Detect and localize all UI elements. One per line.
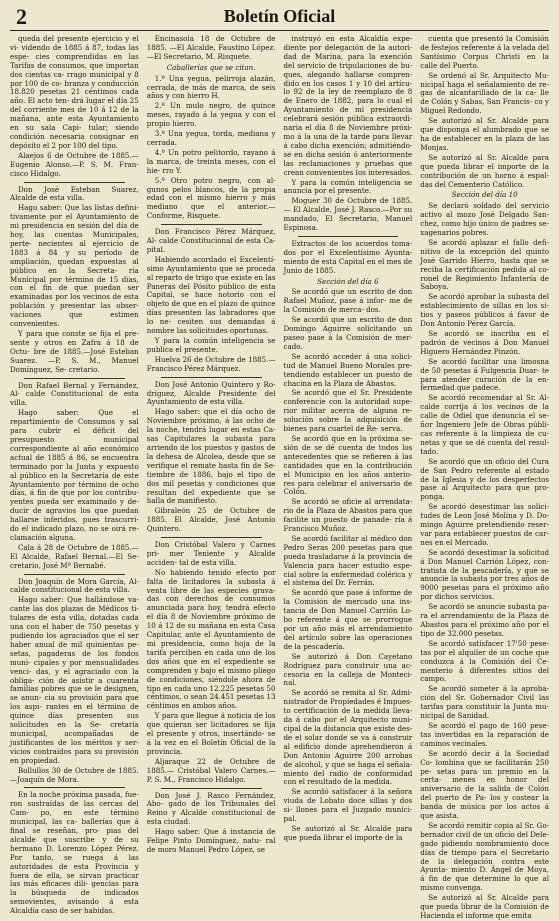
article-paragraph: Se autorizó al Sr. Alcalde para que pueda librar de la Comisión de Hacienda el informe que emita xyxy=(420,893,549,920)
section-divider xyxy=(161,377,262,378)
article-paragraph: En la noche próxima pasada, fue- ron sustraídas de las cercas del Cam- po, en este término municipal, las ca- ballerías que á final se reseñan, pro- pias del alcalde que suscribe y de su hermano D. Lorenzo López Pérez. Por tanto, se ruega á las autoridades de esta Provincia y fuera de ella, se sirvan practicar las más eficaces dili- gencias para la búsqueda de indicados semovientes, avisando á esta Alcaldía caso de ser habidas. xyxy=(10,790,139,916)
article-paragraph: Se acordó facilitar una limosna de 50 pesetas á Fulgencia Duar- te para atender curación de la en- fermedad que padece. xyxy=(420,356,549,393)
article-paragraph: Don Joaquín de Mora García, Al- calde constitucional de esta villa. xyxy=(10,576,139,595)
article-paragraph: Se ordenó al Sr. Arquitecto Mu- nicipal haga el señalamiento de re- gas de alcantarillado de la ca- lle de Colón y Sabas, San Francis- co y Miguel Redondo. xyxy=(420,70,549,116)
article-paragraph: Hago saber: Que el repartimiento de Consumos y sal para cubrir el déficit del presupuesto municipal correspondiente al año económico actual de 1885 á 86, se encuentra terminado por la Junta y expuesto al público en la Secretaría de este Ayuntamiento por término de ocho días, á fin de que por los contribu- yentes pueda ser examinado y de- ducir de agravios los que puedan hallarse inferidos, pues trascurri- do el indicado plazo, no se oirá re- clamación alguna. xyxy=(10,408,139,542)
page-number: 2 xyxy=(16,4,27,29)
article-paragraph: Se acordó se anuncie subasta pa- ra el arrendamiento de la Plaza de Abastos para el próximo año por el tipo de 32.000 pesetas. xyxy=(420,602,549,638)
article-paragraph: Se acordó aprobar la subasta del establecimiento de sillas en los si- tios y paseos públicos á favor de Don Antonio Pérez García. xyxy=(420,292,549,329)
column-2 xyxy=(146,34,276,854)
article-paragraph: Se autorizó al Sr. Alcalde para que pueda librar el importe de la xyxy=(283,823,413,842)
article-paragraph: 4.º Un potro pelitordo, rayano á la marca, de treinta meses, con el hie- rro Y. xyxy=(146,147,276,175)
article-paragraph: Se acordó que pase á informe de la Comisión de mercado una ins- tancia de Don Manuel Carrión Lo- bo referente á que se prorrogue por un año más el arrendamiento del artículo sobre las operaciones de la pescadería. xyxy=(283,588,413,651)
article-paragraph: 3.º Una yegua, torda, mediana y cerrada. xyxy=(146,129,276,147)
article-paragraph: Se acordó satisfacer 17'50 pese- tas por el alquiler de un coche que conduzca á la Comisión del Ce- menterio á diferentes sitios del campo. xyxy=(420,638,549,684)
columns xyxy=(10,34,549,920)
section-divider xyxy=(161,224,262,225)
article-paragraph: Se acordó someter á la aproba- ción del Sr. Gobernador Civil las tarifas para constituir la Junta mu- nicipal de Sanidad. xyxy=(420,684,549,721)
article-paragraph: 2.º Un mulo negro, de quince meses, rayado á la yegua y con el propio hierro. xyxy=(146,101,276,129)
section-divider xyxy=(24,787,125,788)
section-divider xyxy=(24,378,125,379)
article-paragraph: Hago saber: Que á instancia de Felipe Pinto Domínguez, natu- ral de moro Manuel Pedro López, se xyxy=(146,827,276,854)
article-paragraph: Se autorizó al Sr. Alcalde para que disponga el alumbrado que se ha de establecer en la plaza de las Monjas. xyxy=(420,116,549,152)
article-paragraph: Gibraleón 25 de Octubre de 1885. El Alcalde, José Antonio Quintero. xyxy=(146,506,276,534)
article-paragraph: Se acordó desestimar las solici- tudes de Leon José Molina y D. Do- mingo Aguirre pretendiendo reser- var para establecer puestos de car- nes en el Mercado. xyxy=(420,502,549,547)
section-divider xyxy=(24,182,125,183)
article-paragraph: Hago saber: Que hallándose va- cante las dos plazas de Médicos ti- tulares de esta villa, dotadas cada una con el haber de 750 pesetas y pudiendo los agraciados que el ser haber anual de mil quinientas pe- setas, pagaderas de los fondos muni- cipales y por mensualidades venci- das, y el agraciado con la obliga- ción de asistir a cuarenta familias pobres que se le designen, se anun- cia su provisión para que los aspi- rantes en el término de quince días presenten sus solicitudes en la Se- cretaría municipal, acompañadas de justificantes de los méritos y ser- vicios contraídos para su provisión en propiedad. xyxy=(10,595,139,765)
article-paragraph: Se acordó que un escrito de don Rafael Muñoz, pase á infor- me de la Comisión de merca- dos. xyxy=(283,287,413,315)
article-paragraph: Se acordó que un oficio del Cura de San Pedro referente al estado de la Iglesia y de los desperfectos pase al Arquitecto para que pro- ponga. xyxy=(420,456,549,502)
article-paragraph: Extractos de los acuerdos toma- dos por el Excelentísimo Ayunta- miento de esta Capital en el mes de Junio de 1885. xyxy=(283,238,413,275)
section-heading: Caballerías que se citan. xyxy=(166,62,256,72)
article-paragraph: 5.º Otro potro negro, con al- gunos pelos blancos, de la propia edad con el mismo hierro y más mediano que el anterior.—Conforme, Risquete. xyxy=(146,175,276,221)
column-3 xyxy=(283,34,413,842)
article-paragraph: Aljaraque 22 de Octubre de 1885.— Cristóbal Valero Carnes.—P. S. M., Francisco Hidalgo. xyxy=(146,756,276,784)
article-paragraph: Se acordó que un escrito de don Domingo Aguirre solicitando un paseo pase á la Comisión de mer- cado. xyxy=(283,315,413,351)
section-heading: Sección del día 6 xyxy=(317,276,379,286)
article-paragraph: Se acordó se inscriba en el padrón de vecinos á Don Manuel Higuero Hernández Pinzón. xyxy=(420,329,549,356)
article-paragraph: Don José J. Rasco Fernández, Abo- gado de los Tribunales del Reino y Alcalde constitucional de esta ciudad. xyxy=(146,790,276,827)
article-paragraph: Encinasola 18 de Octubre de 1885. —El Alcalde, Faustino López.—El Secretario, M. Risquete. xyxy=(146,34,276,61)
article-paragraph: Se acordó el pago de 160 pese- tas invertidas en la reparación de caminos vecinales. xyxy=(420,720,549,748)
section-heading: Sección del día 10 xyxy=(451,190,518,200)
article-paragraph: Se acordó acceder á una solici- tud de Manuel Bueno Morales pre- tendiendo establecer un puesto de chacina en la Plaza de Abastos. xyxy=(283,351,413,388)
article-paragraph: Don Rafael Bernal y Fernández, Al- calde Constitucional de esta villa. xyxy=(10,380,139,408)
article-paragraph: Alaejos 6 de Octubre de 1885.— Eugenio Alonso.—P. S. M. Fran- cisco Hidalgo. xyxy=(10,150,139,178)
article-paragraph: Hago saber: Que las listas defini- tivamente por el Ayuntamiento de mi presidencia en sesión del día de hoy, las cuentas Municipales, perte- necientes al ejercicio de 1883 á 84 y su período de ampliación, quedan expuestas al público en la Secreta- ría Municipal por término de 15 días, con el fin de que puedan ser examinadas por los vecinos de esta población y presentar las obser- vaciones que estimen convenientes. xyxy=(10,203,139,329)
article-paragraph: Don José Antonio Quintero y Ro- dríguez, Alcalde Presidente del Ayuntamiento de esta villa. xyxy=(146,379,276,407)
article-paragraph: Cala á 28 de Octubre de 1885.— El Alcalde, Rafael Bernal.—El Se- cretario, José Mª Bernabé. xyxy=(10,542,139,570)
section-divider xyxy=(161,788,262,789)
article-paragraph: Don Francisco Pérez Márquez, Al- calde Constitucional de esta Ca- pital. xyxy=(146,227,276,254)
article-paragraph: Se acordó recomendar al Sr. Al- calde corrija á los vecinos de la calle de Odiel que denuncia el se- ñor Ingeniero Jefe de Obras públi- cas referente á la limpieza de cu- netas y que se dé cuenta del resul- tado. xyxy=(420,393,549,456)
article-paragraph: No habiendo tenido efecto por falta de licitadores la subasta á venta libre de las especies grava- das con derechos de consumos anunciada para hoy, tendrá efecto el día 8 de Noviembre próximo de 10 á 12 de su mañana en esta Casa Capitular, ante el Ayuntamiento de mi presidencia, como hoja de la tarifa perciben en cada uno de los dos años que en el expediente se comprenden y bajo el mismo pliego de condiciones, siéndole ahora de tipo en cada uno 12.225 pesetas 50 céntimos, o sean 24.451 pesetas 13 céntimos en ambos años. xyxy=(146,567,276,711)
article-paragraph: Y para la común inteligencia se publica el presente. xyxy=(146,336,276,354)
article-paragraph: Se acordó que en la próxima se- sión de se dé cuenta de todos los antecedentes que se refieren á las cantidades que en la contribución el Municipio en los años anterio- res para celebrar el aniversario de Colón. xyxy=(283,433,413,497)
section-divider xyxy=(24,574,125,575)
article-paragraph: Habiendo acordado el Excelentí- simo Ayuntamiento que se proceda al reparto de trigo que existe en las Paneras del Pósito público de esta Capital, se hace notorio con el objeto de que en el plazo de quince días presenten las labradores que lo ne- cesiten sus demandas á nombre las solicitudes oportunas. xyxy=(146,254,276,336)
article-paragraph: Y para que conste se fija el pre- sente y otros en Zafra á 18 de Octu- bre de 1885.—José Esteban Suarez. —P. S. M., Manuel Domínguez, Se- cretario. xyxy=(10,329,139,374)
section-divider xyxy=(298,236,399,237)
article-paragraph: Se acordó desestimar la solicitud á Don Manuel Carrión López, con- tratista de la pescadería, y que se anuncie la subasta por tres años de 9000 pesetas para el próximo año por dichos servicios. xyxy=(420,547,549,602)
article-paragraph: Moguer 30 de Octubre de 1885.— El Alcalde, José J. Rasco.—Por su mandado, El Secretario, Manuel Espinosa. xyxy=(283,196,413,233)
article-paragraph: instruyó en esta Alcaldía expe- diente por delegación de la autori- dad de Marina, para la exención del servicio de tripulaciones de bu- ques, alegando hallarse compren- dido en los casos 1 y 10 del artícu- lo 92 de la ley de reemplazo de 8 de Enero de 1882, para lo cual el Ayuntamiento de mi presidencia celebrará sesión pública extraordi- naria el día 8 de Noviembre próxi- mo á la una de la tarde para llevar á cabo dicha exención; admitiéndo- se en dicha sesión ó anteriormente las reclamaciones y pruebas que crean convenientes los interesados. xyxy=(283,34,413,177)
article-paragraph: Se acordó se oficie al arrendata- rio de la Plaza de Abastos para que facilite un puesto de panade- ría á Francisco Muñoz. xyxy=(283,497,413,534)
article-paragraph: cuenta que presentó la Comisión de festejos referente á la velada del Santísimo Corpus Christi en la calle del Puerto. xyxy=(420,34,549,70)
article-paragraph: Se acordó se remita al Sr. Admi- nistrador de Propiedades é Impues- to certificación de la medida lleva- da á cabo por el Arquitecto muni- cipal de la distancia que existe des- de el solar donde se va á construir al edificio donde aprehendieron á Don Antonio Aguirre 200 arrobas de alcohol, y que se haga el señala- miento del radio de conformidad con el resultado de la medida. xyxy=(283,688,413,787)
column-1 xyxy=(10,34,139,916)
article-paragraph: Se acordó remitir copia al Sr. Go- bernador civil de un oficio del Dele- gado pidiendo nombramiento doce días de tiempo para el Secretario de la delegación contra este Ayunta- miento D. Ángel de Moya, á fin de que determine lo que al mismo convenga. xyxy=(420,820,549,893)
article-paragraph: queda del presente ejercicio y el vi- videndo de 1885 á 87, todas las espe- cies comprendidas en las Tarifas de consumos, que importan dos cientas ca- rrago municipal y 8 por 100 de co- branza y conducción 18.820 pesetas 21 céntimos cada año. El acto ten- drá lugar el día 25 del corriente mes de 10 á 12 de la mañana, ante esta Ayuntamiento en su sala Capi- tular; siendo condición necesaria consignar en depósito el 2 por 100 del tipo. xyxy=(10,34,139,150)
article-paragraph: Hago saber: que el día ocho de Noviembre próximo, á las ocho de la noche, tendrá lugar en estas Ca- sas Capitulares la subasta para arriendo de los puestos y gastos de la dehesa de Alcolea, desde que se verifique el remate hasta fin de Se- tiembre de 1886, bajo el tipo de dos mil pesetas y condiciones que resultan del expediente que se halla de manifiesto. xyxy=(146,407,276,506)
masthead xyxy=(10,6,549,31)
article-paragraph: 1.º Una yegua, pelirroja alazán, cerrada, de más de marca, de seis años y con hierro H. xyxy=(146,73,276,101)
article-paragraph: Don José Esteban Suarez, Alcalde de esta villa. xyxy=(10,184,139,203)
article-paragraph: Se acordó decir á la Sociedad Co- lombina que se facilitarán 250 pe- setas para un premio en la certa- menes en honor del aniversario de la salida de Colón del puerto de Pa- los y costear la banda de música por los actos á que asista. xyxy=(420,748,549,821)
article-paragraph: Se acordó que el Sr. Presidente conferencie con la autoridad supe- rior militar acerca de alguna re- solución sobre la adquisición de bienes para cuartel de Re- serva. xyxy=(283,388,413,434)
column-4 xyxy=(420,34,549,920)
article-paragraph: Y para la común inteligencia se anuncia por el presente. xyxy=(283,177,413,196)
article-paragraph: Huelva 26 de Octubre de 1885.— Francisco Pérez Márquez. xyxy=(146,354,276,373)
article-paragraph: Se acordó aplazar el fallo defi- nitivo de la excepción del quinto José Garrido Hierro, hasta que se reciba la certificación pedida al co- ronel de Regimiento Infantería de Saboya. xyxy=(420,237,549,292)
section-divider xyxy=(161,537,262,538)
article-paragraph: Se acordó satisfacer á la señora viuda de Lobato doce sillas y dos si- llones para el Juzgado munici- pal. xyxy=(283,787,413,824)
article-paragraph: Don Cristóbal Valero y Carnes pri- mer Teniente y Alcalde acciden- tal de esta villa. xyxy=(146,540,276,567)
article-paragraph: Se acordó facilitar al médico don Pedro Seras 200 pesetas para que pueda trasladarse á la provincia de Valencia para hacer estudio espe- cial sobre la enfermedad colérica y el sistema del Dr. Ferrán. xyxy=(283,533,413,588)
article-paragraph: Y para que llegue á noticia de los que quieran ser licitadores se fija el presente y otros, insertándo- se á la vez en el Boletín Oficial de la provincia. xyxy=(146,711,276,756)
article-paragraph: Se autorizó al Sr. Alcalde para que pueda librar el importe de la contribución de un horno á espal- das del Cementerio Católico. xyxy=(420,152,549,189)
article-paragraph: Se autorizó á Don Cayetano Rodríguez para construir una ac- cesoria en la calleja de Monteci- nal. xyxy=(283,651,413,688)
publication-title: Boletín Oficial xyxy=(223,6,336,26)
article-paragraph: Se declaró soldado del servicio activo al mozo José Delgado San- chez, como hijo único de padres se- xagenarios pobres. xyxy=(420,201,549,238)
article-paragraph: Bollullos 30 de Octubre de 1885. —Joaquín de Mora. xyxy=(10,765,139,784)
